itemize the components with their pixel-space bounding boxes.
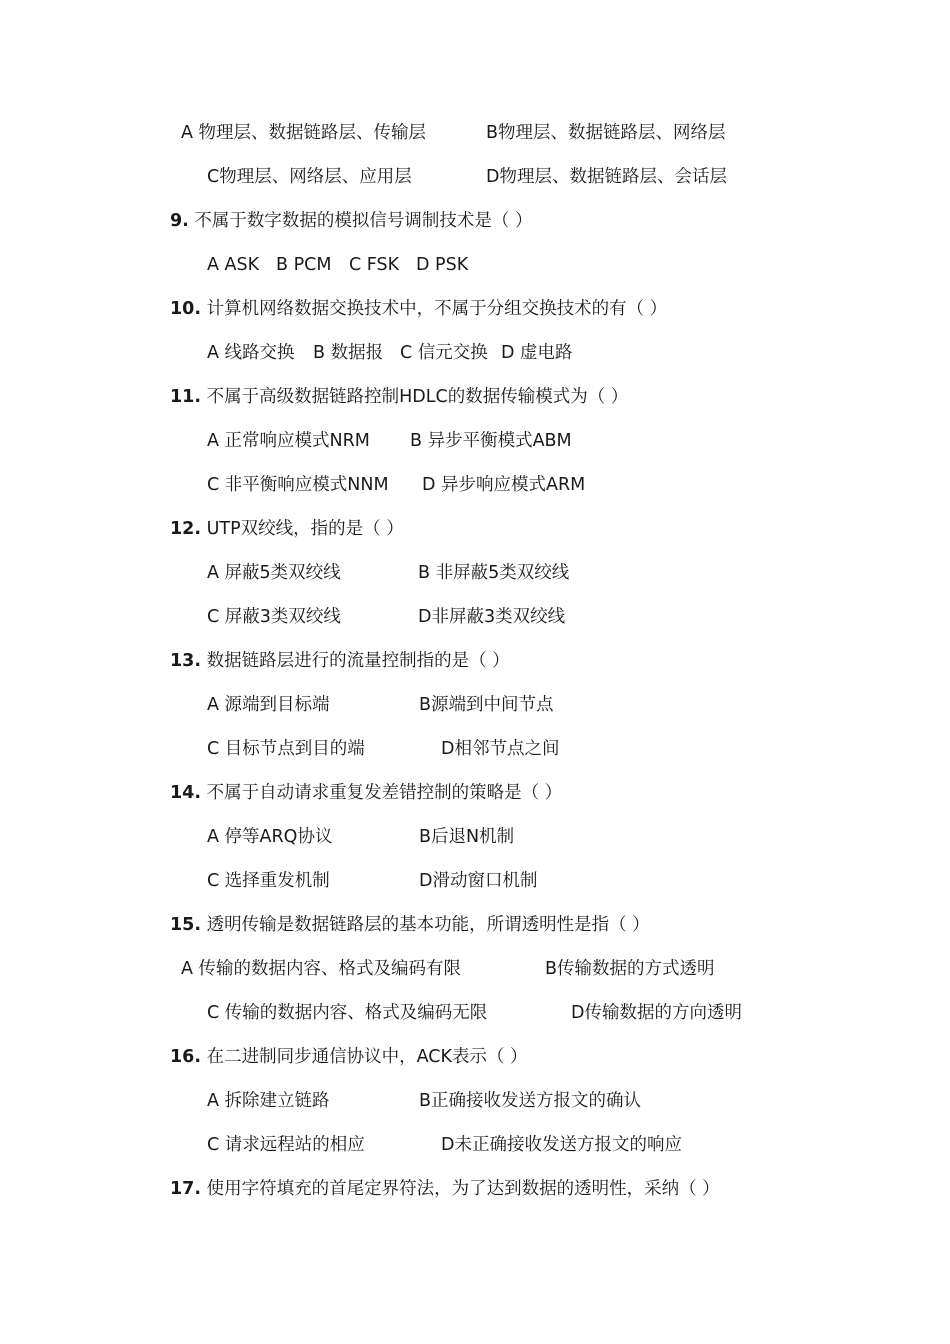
- q13-options-row-1: [0, 690, 950, 720]
- q15-options-row-1: [0, 954, 950, 984]
- question-9: [170, 206, 532, 236]
- q13-option-b[interactable]: B源端到中间节点: [419, 695, 554, 715]
- q13-options-row-2: [0, 734, 950, 764]
- question-text: 数据链路层进行的流量控制指的是（ ）: [206, 651, 510, 671]
- question-text: 不属于高级数据链路控制HDLC的数据传输模式为（ ）: [206, 387, 629, 407]
- q15-option-a[interactable]: A 传输的数据内容、格式及编码有限: [181, 959, 462, 979]
- q13-option-c[interactable]: C 目标节点到目的端: [207, 739, 365, 759]
- q10-option-d[interactable]: D 虚电路: [501, 343, 573, 363]
- question-text: 在二进制同步通信协议中，ACK表示（ ）: [206, 1047, 528, 1067]
- q10-option-b[interactable]: B 数据报: [313, 343, 384, 363]
- q16-option-c[interactable]: C 请求远程站的相应: [207, 1135, 365, 1155]
- q16-option-d[interactable]: D未正确接收发送方报文的响应: [441, 1135, 682, 1155]
- question-12: [170, 514, 404, 544]
- question-17: [170, 1174, 720, 1204]
- question-number: 12.: [170, 519, 202, 539]
- q9-option-d[interactable]: D PSK: [416, 255, 469, 275]
- q15-option-d[interactable]: D传输数据的方向透明: [571, 1003, 742, 1023]
- q8-option-a[interactable]: A 物理层、数据链路层、传输层: [181, 123, 427, 143]
- question-number: 16.: [170, 1047, 202, 1067]
- q9-options-row: [0, 250, 950, 280]
- q10-option-a[interactable]: A 线路交换: [207, 343, 295, 363]
- q12-option-d[interactable]: D非屏蔽3类双绞线: [418, 607, 566, 627]
- q11-option-b[interactable]: B 异步平衡模式ABM: [410, 431, 572, 451]
- q14-option-a[interactable]: A 停等ARQ协议: [207, 827, 333, 847]
- q11-options-row-2: [0, 470, 950, 500]
- q9-option-c[interactable]: C FSK: [349, 255, 400, 275]
- q12-option-a[interactable]: A 屏蔽5类双绞线: [207, 563, 341, 583]
- question-text: 不属于数字数据的模拟信号调制技术是（ ）: [194, 211, 533, 231]
- question-number: 11.: [170, 387, 202, 407]
- question-16: [170, 1042, 528, 1072]
- q16-option-a[interactable]: A 拆除建立链路: [207, 1091, 330, 1111]
- q10-option-c[interactable]: C 信元交换: [400, 343, 488, 363]
- q14-options-row-2: [0, 866, 950, 896]
- q9-option-a[interactable]: A ASK: [207, 255, 260, 275]
- q8-options-row-2: [0, 162, 950, 192]
- q14-option-b[interactable]: B后退N机制: [419, 827, 515, 847]
- q11-option-a[interactable]: A 正常响应模式NRM: [207, 431, 370, 451]
- q11-option-d[interactable]: D 异步响应模式ARM: [422, 475, 586, 495]
- q15-option-b[interactable]: B传输数据的方式透明: [545, 959, 715, 979]
- q15-option-c[interactable]: C 传输的数据内容、格式及编码无限: [207, 1003, 488, 1023]
- q16-options-row-1: [0, 1086, 950, 1116]
- question-14: [170, 778, 562, 808]
- q8-option-d[interactable]: D物理层、数据链路层、会话层: [486, 167, 727, 187]
- question-11: [170, 382, 628, 412]
- q8-option-c[interactable]: C物理层、网络层、应用层: [207, 167, 412, 187]
- q10-options-row: [0, 338, 950, 368]
- q16-options-row-2: [0, 1130, 950, 1160]
- question-number: 9.: [170, 211, 189, 231]
- question-number: 10.: [170, 299, 202, 319]
- q12-options-row-1: [0, 558, 950, 588]
- q13-option-a[interactable]: A 源端到目标端: [207, 695, 330, 715]
- q11-option-c[interactable]: C 非平衡响应模式NNM: [207, 475, 389, 495]
- q14-option-d[interactable]: D滑动窗口机制: [419, 871, 538, 891]
- q13-option-d[interactable]: D相邻节点之间: [441, 739, 560, 759]
- q12-option-c[interactable]: C 屏蔽3类双绞线: [207, 607, 341, 627]
- q16-option-b[interactable]: B正确接收发送方报文的确认: [419, 1091, 642, 1111]
- question-10: [170, 294, 667, 324]
- question-number: 13.: [170, 651, 202, 671]
- question-text: 计算机网络数据交换技术中，不属于分组交换技术的有（ ）: [206, 299, 668, 319]
- question-text: UTP双绞线，指的是（ ）: [206, 519, 404, 539]
- q8-options-row-1: [0, 118, 950, 148]
- question-text: 使用字符填充的首尾定界符法，为了达到数据的透明性，采纳（ ）: [206, 1179, 720, 1199]
- q12-options-row-2: [0, 602, 950, 632]
- q14-option-c[interactable]: C 选择重发机制: [207, 871, 330, 891]
- question-15: [170, 910, 650, 940]
- question-number: 15.: [170, 915, 202, 935]
- question-number: 17.: [170, 1179, 202, 1199]
- q14-options-row-1: [0, 822, 950, 852]
- question-number: 14.: [170, 783, 202, 803]
- q12-option-b[interactable]: B 非屏蔽5类双绞线: [418, 563, 570, 583]
- question-text: 不属于自动请求重复发差错控制的策略是（ ）: [206, 783, 563, 803]
- q8-option-b[interactable]: B物理层、数据链路层、网络层: [486, 123, 726, 143]
- question-13: [170, 646, 510, 676]
- question-text: 透明传输是数据链路层的基本功能，所谓透明性是指（ ）: [206, 915, 650, 935]
- q9-option-b[interactable]: B PCM: [276, 255, 332, 275]
- q11-options-row-1: [0, 426, 950, 456]
- q15-options-row-2: [0, 998, 950, 1028]
